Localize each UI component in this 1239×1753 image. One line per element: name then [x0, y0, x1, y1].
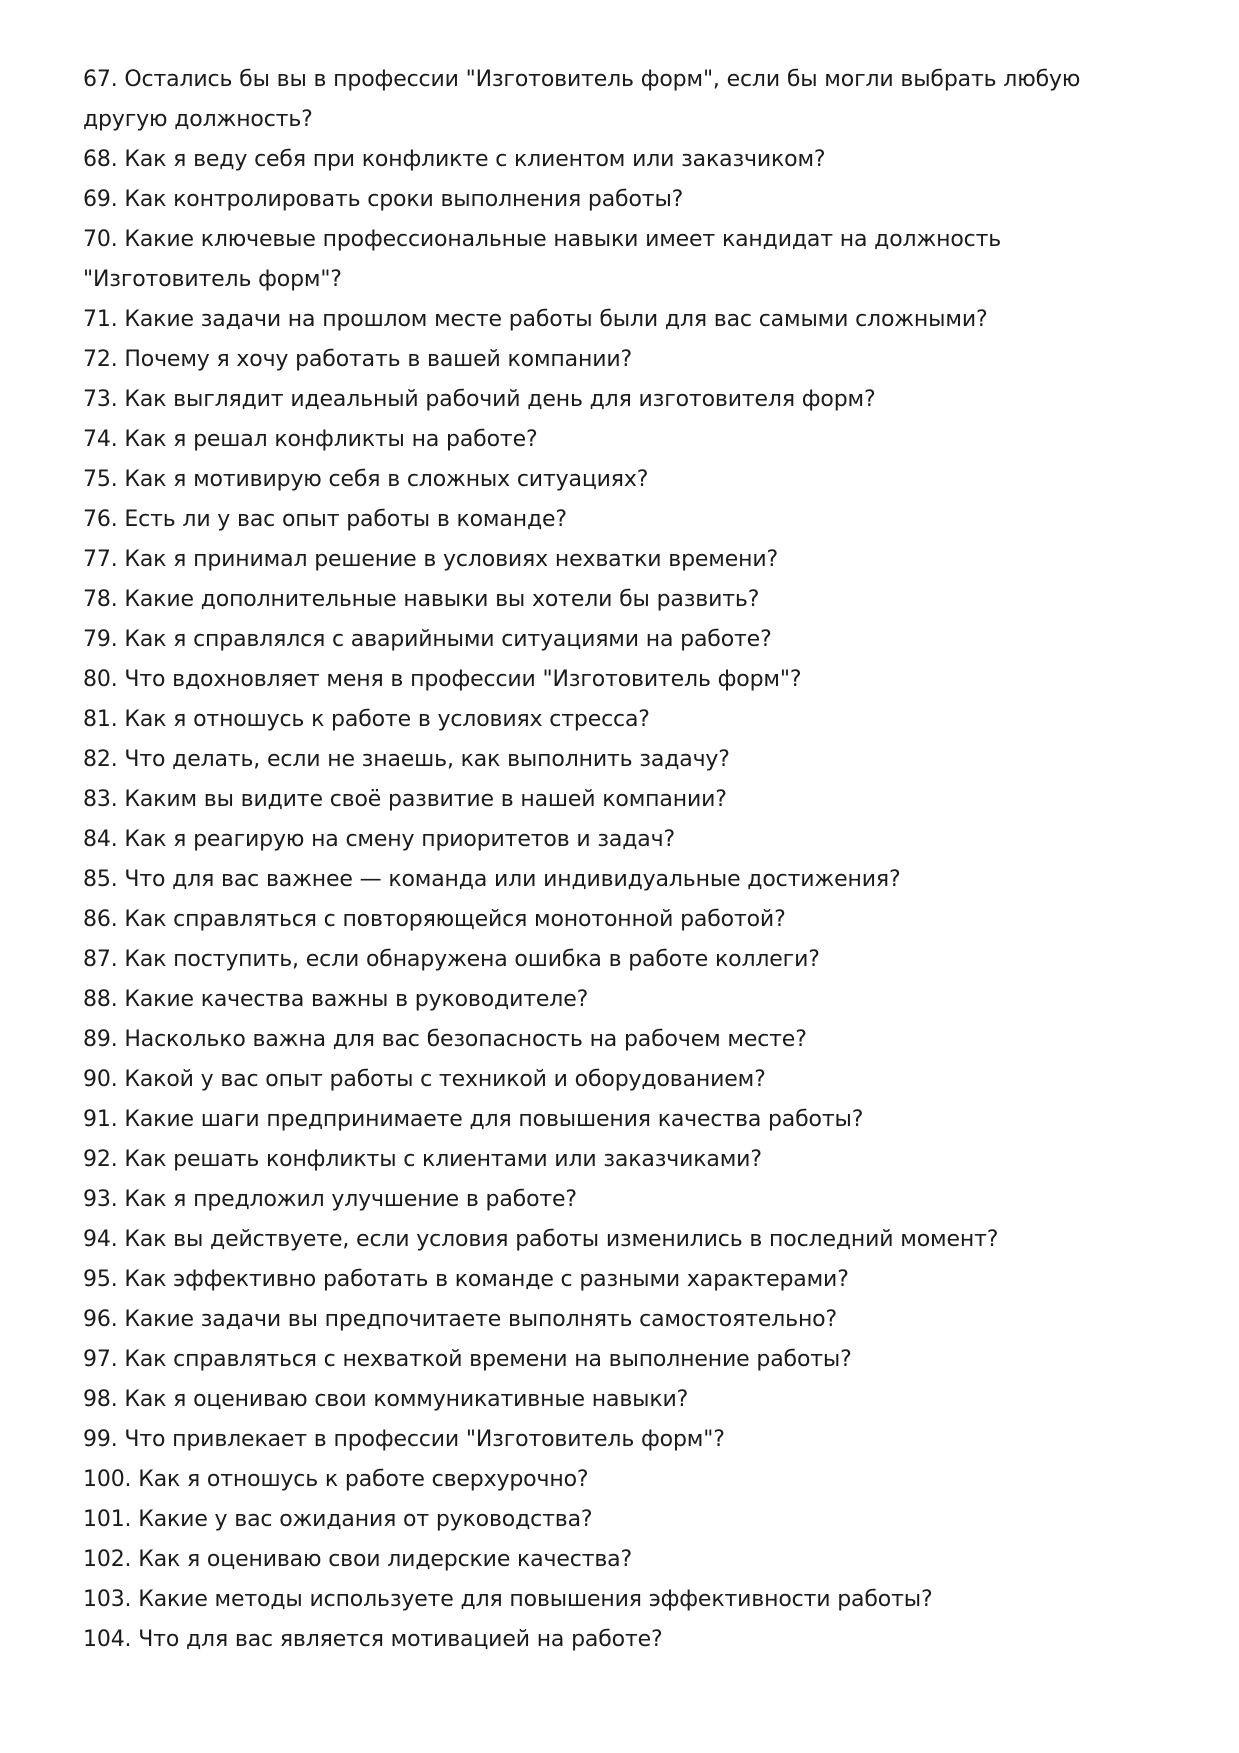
question-item: 100. Как я отношусь к работе сверхурочно?	[83, 1467, 589, 1492]
question-item: 86. Как справляться с повторяющейся монотонной работой?	[83, 907, 786, 932]
question-item: 69. Как контролировать сроки выполнения работы?	[83, 187, 684, 212]
question-item: 92. Как решать конфликты с клиентами или заказчиками?	[83, 1147, 762, 1172]
question-item: 94. Как вы действуете, если условия работы изменились в последний момент?	[83, 1227, 999, 1252]
question-item: 89. Насколько важна для вас безопасность на рабочем месте?	[83, 1027, 807, 1052]
question-item: 67. Остались бы вы в профессии "Изготовитель форм", если бы могли выбрать любую другую должность?	[83, 67, 1081, 132]
question-item: 104. Что для вас является мотивацией на работе?	[83, 1627, 663, 1652]
question-item: 93. Как я предложил улучшение в работе?	[83, 1187, 577, 1212]
question-item: 101. Какие у вас ожидания от руководства?	[83, 1507, 593, 1532]
question-item: 75. Как я мотивирую себя в сложных ситуациях?	[83, 467, 649, 492]
question-item: 79. Как я справлялся с аварийными ситуациями на работе?	[83, 627, 772, 652]
question-item: 73. Как выглядит идеальный рабочий день для изготовителя форм?	[83, 387, 876, 412]
question-item: 78. Какие дополнительные навыки вы хотели бы развить?	[83, 587, 760, 612]
question-item: 83. Каким вы видите своё развитие в нашей компании?	[83, 787, 727, 812]
document-page	[83, 60, 1163, 1660]
question-item: 96. Какие задачи вы предпочитаете выполнять самостоятельно?	[83, 1307, 838, 1332]
question-item: 99. Что привлекает в профессии "Изготовитель форм"?	[83, 1427, 725, 1452]
question-list	[83, 60, 1163, 1660]
question-item: 98. Как я оцениваю свои коммуникативные навыки?	[83, 1387, 689, 1412]
question-item: 81. Как я отношусь к работе в условиях стресса?	[83, 707, 650, 732]
question-item: 91. Какие шаги предпринимаете для повышения качества работы?	[83, 1107, 864, 1132]
question-item: 80. Что вдохновляет меня в профессии "Изготовитель форм"?	[83, 667, 802, 692]
question-item: 68. Как я веду себя при конфликте с клиентом или заказчиком?	[83, 147, 826, 172]
question-item: 77. Как я принимал решение в условиях нехватки времени?	[83, 547, 779, 572]
question-item: 103. Какие методы используете для повышения эффективности работы?	[83, 1587, 933, 1612]
question-item: 85. Что для вас важнее — команда или индивидуальные достижения?	[83, 867, 901, 892]
question-item: 71. Какие задачи на прошлом месте работы были для вас самыми сложными?	[83, 307, 988, 332]
question-item: 102. Как я оцениваю свои лидерские качества?	[83, 1547, 633, 1572]
question-item: 82. Что делать, если не знаешь, как выполнить задачу?	[83, 747, 730, 772]
question-item: 84. Как я реагирую на смену приоритетов и задач?	[83, 827, 675, 852]
question-item: 95. Как эффективно работать в команде с разными характерами?	[83, 1267, 849, 1292]
question-item: 90. Какой у вас опыт работы с техникой и оборудованием?	[83, 1067, 766, 1092]
question-item: 74. Как я решал конфликты на работе?	[83, 427, 538, 452]
question-item: 70. Какие ключевые профессиональные навыки имеет кандидат на должность "Изготовитель форм"?	[83, 227, 1002, 292]
question-item: 72. Почему я хочу работать в вашей компании?	[83, 347, 633, 372]
question-item: 88. Какие качества важны в руководителе?	[83, 987, 589, 1012]
question-item: 87. Как поступить, если обнаружена ошибка в работе коллеги?	[83, 947, 820, 972]
question-item: 76. Есть ли у вас опыт работы в команде?	[83, 507, 567, 532]
question-item: 97. Как справляться с нехваткой времени на выполнение работы?	[83, 1347, 852, 1372]
